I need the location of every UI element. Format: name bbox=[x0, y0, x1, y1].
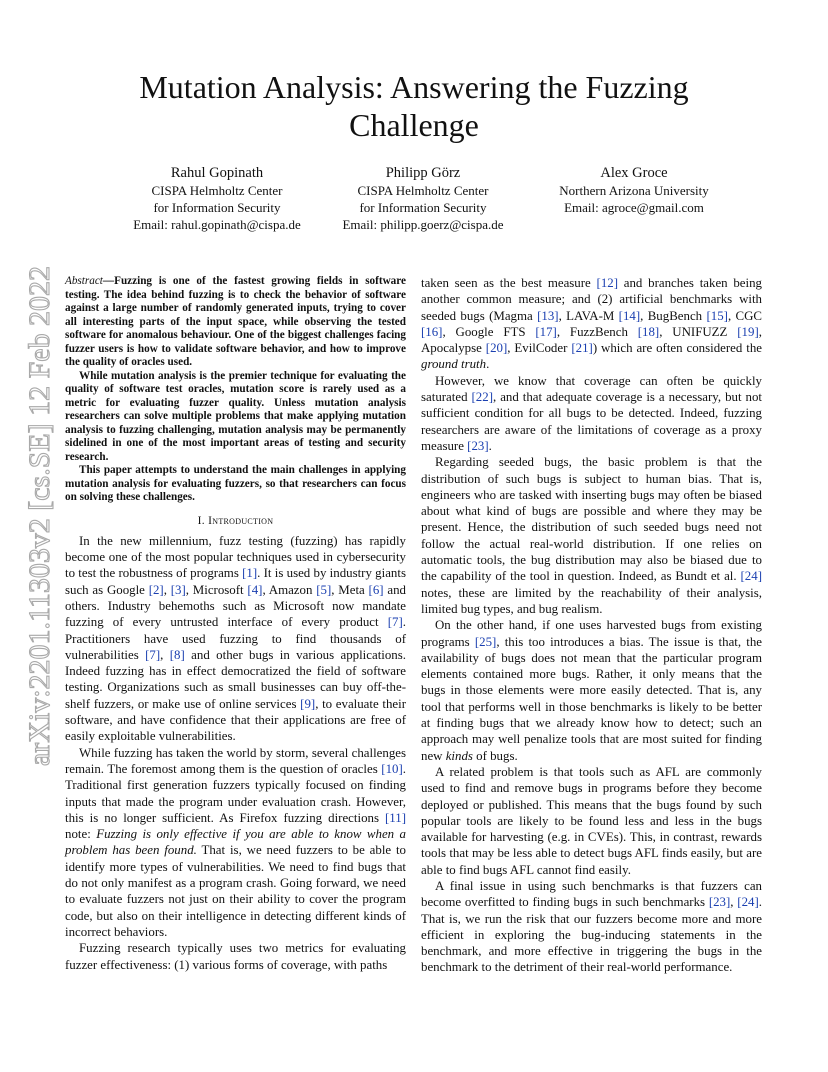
abstract bbox=[65, 275, 406, 505]
author-email[interactable]: Email: rahul.gopinath@cispa.de bbox=[133, 217, 301, 232]
citation-link[interactable]: [23] bbox=[467, 438, 489, 453]
author-name: Alex Groce bbox=[600, 165, 668, 181]
author-affiliation: for Information Security bbox=[153, 200, 281, 215]
section-heading: I. Introduction bbox=[197, 514, 274, 527]
author-block bbox=[102, 164, 332, 233]
abstract-paragraph: Abstract—Fuzzing is one of the fastest growing fields in software testing. The idea behind fuzzing is to check the behavior of software against a large number of randomly generated inputs, trying to cover all interesting parts of the input space, while observing the tested software for anomalous behaviour. One of the biggest challenges facing fuzzer users is how to validate software behavior, and how to improve the quality of oracles used. bbox=[65, 275, 406, 368]
citation-link[interactable]: [16] bbox=[421, 324, 443, 339]
abstract-paragraph: This paper attempts to understand the main challenges in applying mutation analysis for evaluating fuzzers, so that researchers can focus on solving these challenges. bbox=[65, 464, 406, 503]
body-paragraph: A final issue in using such benchmarks is that fuzzers can become overfitted to finding bugs in such benchmarks [23], [24]. That is, we run the risk that our fuzzers become more and more efficient in exploring the bug-inducing statements in the benchmark, and more effective in triggering the bugs in the benchmark to the detriment of their real-world performance. bbox=[421, 878, 762, 975]
author-affiliation: for Information Security bbox=[359, 200, 487, 215]
citation-link[interactable]: [12] bbox=[596, 276, 619, 290]
author-block bbox=[519, 164, 749, 216]
author-affiliation: Northern Arizona University bbox=[559, 183, 709, 198]
arxiv-id-text: arXiv:2201.11303v2 [cs.SE] 12 Feb 2022 bbox=[23, 265, 56, 766]
citation-link[interactable]: [24] bbox=[737, 895, 759, 910]
body-paragraph: While fuzzing has taken the world by storm, several challenges remain. The foremost among them is the question of oracles [10]. Traditional first generation fuzzers typically focused on finding inputs that made the program under evaluation crash. However, this is no longer sufficient. As Firefox fuzzing directions [11] note: Fuzzing is only effective if you are able to know when a problem has been found. That is, we need fuzzers to be able to identify more types of vulnerabilities. We need to find bugs that do not only manifest as a program crash. Going forward, we need to evaluate fuzzers not just on their ability to cover the program code, but also on their intelligence in detecting different kinds of incorrect behaviors. bbox=[65, 745, 407, 939]
citation-link[interactable]: [11] bbox=[385, 810, 406, 825]
citation-link[interactable]: [25] bbox=[474, 634, 497, 649]
citation-link[interactable]: [15] bbox=[706, 308, 728, 323]
citation-link[interactable]: [4] bbox=[247, 582, 263, 597]
citation-link[interactable]: [18] bbox=[637, 324, 660, 339]
citation-link[interactable]: [17] bbox=[535, 324, 557, 339]
citation-link[interactable]: [20] bbox=[485, 341, 508, 356]
author-affiliation: CISPA Helmholtz Center bbox=[357, 183, 489, 198]
abstract-label: Abstract bbox=[65, 275, 103, 287]
body-paragraph: On the other hand, if one uses harvested bugs from existing programs [25], this too introduces a bias. The issue is that, the availability of bugs does not mean that the particular program elements contained more bugs. Rather, it only means that the bugs in those elements were more easily detected. That is, any tool that performs well in those benchmarks is likely to be better at finding bugs that we already know how to detect; such an approach may well penalize tools that are most suited for finding new kinds of bugs. bbox=[421, 618, 762, 763]
abstract-paragraph: While mutation analysis is the premier technique for evaluating the quality of software test oracles, mutation score is rarely used as a metric for evaluating fuzzer quality. Unless mutation analysis researchers can solve multiple problems that make applying mutation analysis to fuzzing challenging, mutation analysis may be permanently sidelined in one of the most important areas of testing and security research. bbox=[65, 369, 406, 463]
citation-link[interactable]: [2] bbox=[148, 582, 164, 597]
citation-link[interactable]: [22] bbox=[471, 390, 493, 405]
citation-link[interactable]: [3] bbox=[170, 582, 186, 597]
author-email[interactable]: Email: philipp.goerz@cispa.de bbox=[342, 217, 504, 232]
citation-link[interactable]: [6] bbox=[368, 582, 384, 597]
citation-link[interactable]: [9] bbox=[300, 696, 316, 711]
author-name: Rahul Gopinath bbox=[170, 165, 264, 181]
citation-link[interactable]: [24] bbox=[740, 569, 762, 584]
citation-link[interactable]: [7] bbox=[387, 615, 403, 630]
citation-link[interactable]: [23] bbox=[708, 895, 731, 910]
author-affiliation: CISPA Helmholtz Center bbox=[151, 183, 283, 198]
paper-title: Mutation Analysis: Answering the Fuzzing Challenge bbox=[139, 69, 689, 143]
author-name: Philipp Görz bbox=[385, 165, 461, 181]
citation-link[interactable]: [5] bbox=[316, 582, 332, 597]
citation-link[interactable]: [21] bbox=[571, 341, 593, 356]
citation-link[interactable]: [10] bbox=[381, 761, 403, 776]
body-paragraph: A related problem is that tools such as AFL are commonly used to find and remove bugs in programs before they become deployed or published. This means that the bugs found by such popular tools are likely to be found less and less in the bugs available for harvesting (e.g. in CVEs). This, in contrast, rewards tools that may be less able to detect bugs AFL finds easily, but are able to find bugs AFL cannot find easily. bbox=[421, 764, 762, 877]
body-paragraph: Fuzzing research typically uses two metrics for evaluating fuzzer effectiveness: (1) various forms of coverage, with paths bbox=[65, 941, 406, 972]
body-paragraph: Regarding seeded bugs, the basic problem is that the distribution of such bugs is subject to human bias. That is, engineers who are tasked with inserting bugs may often be biased about what kind of bugs are possible and where they may be present. Hence, the distribution of such seeded bugs need not follow the actual real-world distribution. If one relies on automatic tools, the bug distribution may also be biased due to the capability of the tool in question. Indeed, as Bundt et al. [24] notes, these are limited by the reachability of their analysis, limited bug types, and bug realism. bbox=[421, 455, 762, 616]
arxiv-identifier-stamp[interactable] bbox=[6, 262, 56, 770]
left-column bbox=[65, 275, 406, 973]
citation-link[interactable]: [14] bbox=[618, 308, 641, 323]
citation-link[interactable]: [7] bbox=[145, 647, 161, 662]
body-paragraph: In the new millennium, fuzz testing (fuzzing) has rapidly become one of the most popular techniques used in cybersecurity to test the robustness of programs [1]. It is used by industry giants such as Google [2], [3], Microsoft [4], Amazon [5], Meta [6] and others. Industry behemoths such as Microsoft now mandate fuzzing of every untrusted interface of every product [7]. Practitioners have used fuzzing to find thousands of vulnerabilities [7], [8] and other bugs in various applications. Indeed fuzzing has in effect democratized the field of software testing. Organizations such as small businesses can buy off-the-shelf fuzzers, or make use of online services [9], to evaluate their software, and have confidence that their applications are free of easily exploitable vulnerabilities. bbox=[65, 533, 407, 744]
body-paragraph: However, we know that coverage can often be quickly saturated [22], and that adequate coverage is a necessary, but not sufficient condition for all bugs to be detected. Indeed, fuzzing researchers are aware of the limitations of coverage as a proxy measure [23]. bbox=[421, 373, 763, 453]
citation-link[interactable]: [1] bbox=[242, 566, 258, 581]
author-block bbox=[308, 164, 538, 233]
citation-link[interactable]: [13] bbox=[537, 308, 559, 323]
citation-link[interactable]: [8] bbox=[169, 647, 185, 662]
author-email[interactable]: Email: agroce@gmail.com bbox=[564, 200, 704, 215]
body-paragraph: taken seen as the best measure [12] and branches taken being another common measure; and (2) artificial benchmarks with seeded bugs (Magma [13], LAVA-M [14], BugBench [15], CGC [16], Google FTS [17], FuzzBench [18], UNIFUZZ [19], Apocalypse [20], EvilCoder [21]) which are often considered the ground truth. bbox=[421, 276, 763, 372]
right-column bbox=[421, 275, 762, 976]
citation-link[interactable]: [19] bbox=[737, 324, 759, 339]
